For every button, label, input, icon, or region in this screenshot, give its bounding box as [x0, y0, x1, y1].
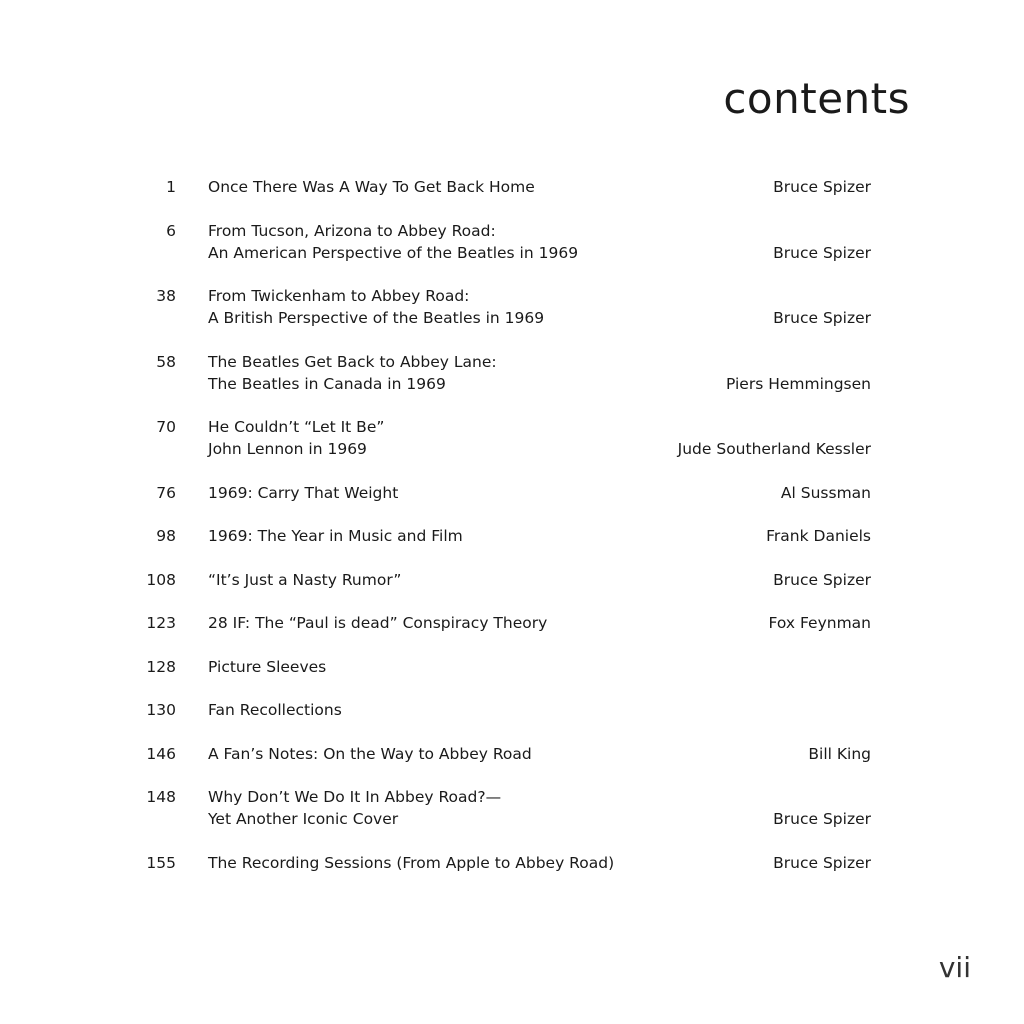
- toc-entry[interactable]: [120, 569, 871, 591]
- toc-entry[interactable]: [120, 656, 871, 678]
- toc-page-number: 6: [166, 221, 176, 240]
- toc-title-line: 1969: The Year in Music and Film: [208, 527, 463, 545]
- toc-entry[interactable]: [120, 220, 871, 264]
- toc-title-line: A British Perspective of the Beatles in 1969: [208, 309, 545, 327]
- toc-entry[interactable]: [120, 285, 871, 329]
- toc-entry[interactable]: [120, 743, 871, 765]
- toc-entry[interactable]: [120, 176, 871, 198]
- toc-page-number: 148: [146, 788, 176, 806]
- toc-title: [208, 351, 678, 395]
- toc-title-line: He Couldn’t “Let It Be”: [208, 418, 385, 436]
- toc-author: Bruce Spizer: [773, 853, 871, 872]
- toc-entry[interactable]: [120, 525, 871, 547]
- toc-author: Bruce Spizer: [773, 570, 871, 589]
- page-folio: vii: [938, 951, 971, 984]
- toc-title: [208, 612, 678, 634]
- toc-author: Bill King: [808, 744, 871, 763]
- toc-page-number: 130: [146, 701, 176, 719]
- toc-title-line: 28 IF: The “Paul is dead” Conspiracy Theory: [208, 614, 548, 632]
- toc-title: [208, 743, 678, 765]
- toc-title-line: Yet Another Iconic Cover: [208, 810, 399, 828]
- toc-title: [208, 285, 678, 329]
- toc-title: [208, 220, 678, 264]
- toc-title-line: “It’s Just a Nasty Rumor”: [208, 570, 402, 589]
- toc-title-line: A Fan’s Notes: On the Way to Abbey Road: [208, 744, 532, 763]
- toc-title-line: An American Perspective of the Beatles in 1969: [208, 243, 579, 262]
- toc-title: [208, 176, 678, 198]
- toc-title: [208, 416, 678, 460]
- toc-title-line: Why Don’t We Do It In Abbey Road?—: [208, 788, 502, 806]
- toc-title-line: The Beatles Get Back to Abbey Lane:: [208, 352, 497, 371]
- toc-entry[interactable]: [120, 416, 871, 460]
- toc-page-number: 146: [146, 744, 176, 763]
- toc-page-number: 98: [156, 527, 176, 545]
- toc-entry[interactable]: [120, 852, 871, 874]
- toc-title: [208, 852, 678, 874]
- toc-page-number: 70: [156, 418, 176, 436]
- toc-title-line: Picture Sleeves: [208, 657, 327, 676]
- toc-title: [208, 699, 678, 721]
- toc-title-line: Once There Was A Way To Get Back Home: [208, 178, 535, 196]
- toc-title: [208, 482, 678, 504]
- toc-entry[interactable]: [120, 482, 871, 504]
- toc-page-number: 155: [146, 853, 176, 872]
- table-of-contents: [120, 176, 871, 895]
- toc-entry[interactable]: [120, 786, 871, 830]
- toc-entry[interactable]: [120, 612, 871, 634]
- toc-title-line: John Lennon in 1969: [208, 440, 367, 458]
- toc-title-line: Fan Recollections: [208, 701, 342, 719]
- toc-page-number: 38: [156, 287, 176, 305]
- toc-page-number: 1: [166, 178, 176, 196]
- toc-title-line: The Recording Sessions (From Apple to Abbey Road): [208, 853, 615, 872]
- toc-author: Bruce Spizer: [773, 243, 871, 262]
- toc-author: Jude Southerland Kessler: [677, 440, 871, 458]
- toc-author: Bruce Spizer: [773, 178, 871, 196]
- toc-author: Fox Feynman: [768, 614, 871, 632]
- toc-title-line: From Twickenham to Abbey Road:: [208, 287, 470, 305]
- toc-title-line: The Beatles in Canada in 1969: [208, 374, 446, 393]
- toc-page-number: 58: [156, 352, 176, 371]
- toc-author: Bruce Spizer: [773, 810, 871, 828]
- toc-page-number: 108: [146, 570, 176, 589]
- toc-entry[interactable]: [120, 351, 871, 395]
- toc-page-number: 76: [156, 483, 176, 502]
- toc-author: Bruce Spizer: [773, 309, 871, 327]
- toc-title: [208, 786, 678, 830]
- toc-author: Frank Daniels: [766, 527, 871, 545]
- toc-page-number: 128: [146, 657, 176, 676]
- toc-title: [208, 656, 678, 678]
- page-title: contents: [723, 74, 910, 123]
- toc-title-line: 1969: Carry That Weight: [208, 483, 399, 502]
- toc-title-line: From Tucson, Arizona to Abbey Road:: [208, 221, 496, 240]
- toc-title: [208, 525, 678, 547]
- toc-page-number: 123: [146, 614, 176, 632]
- toc-entry[interactable]: [120, 699, 871, 721]
- toc-author: Al Sussman: [780, 483, 871, 502]
- toc-author: Piers Hemmingsen: [725, 374, 871, 393]
- toc-title: [208, 569, 678, 591]
